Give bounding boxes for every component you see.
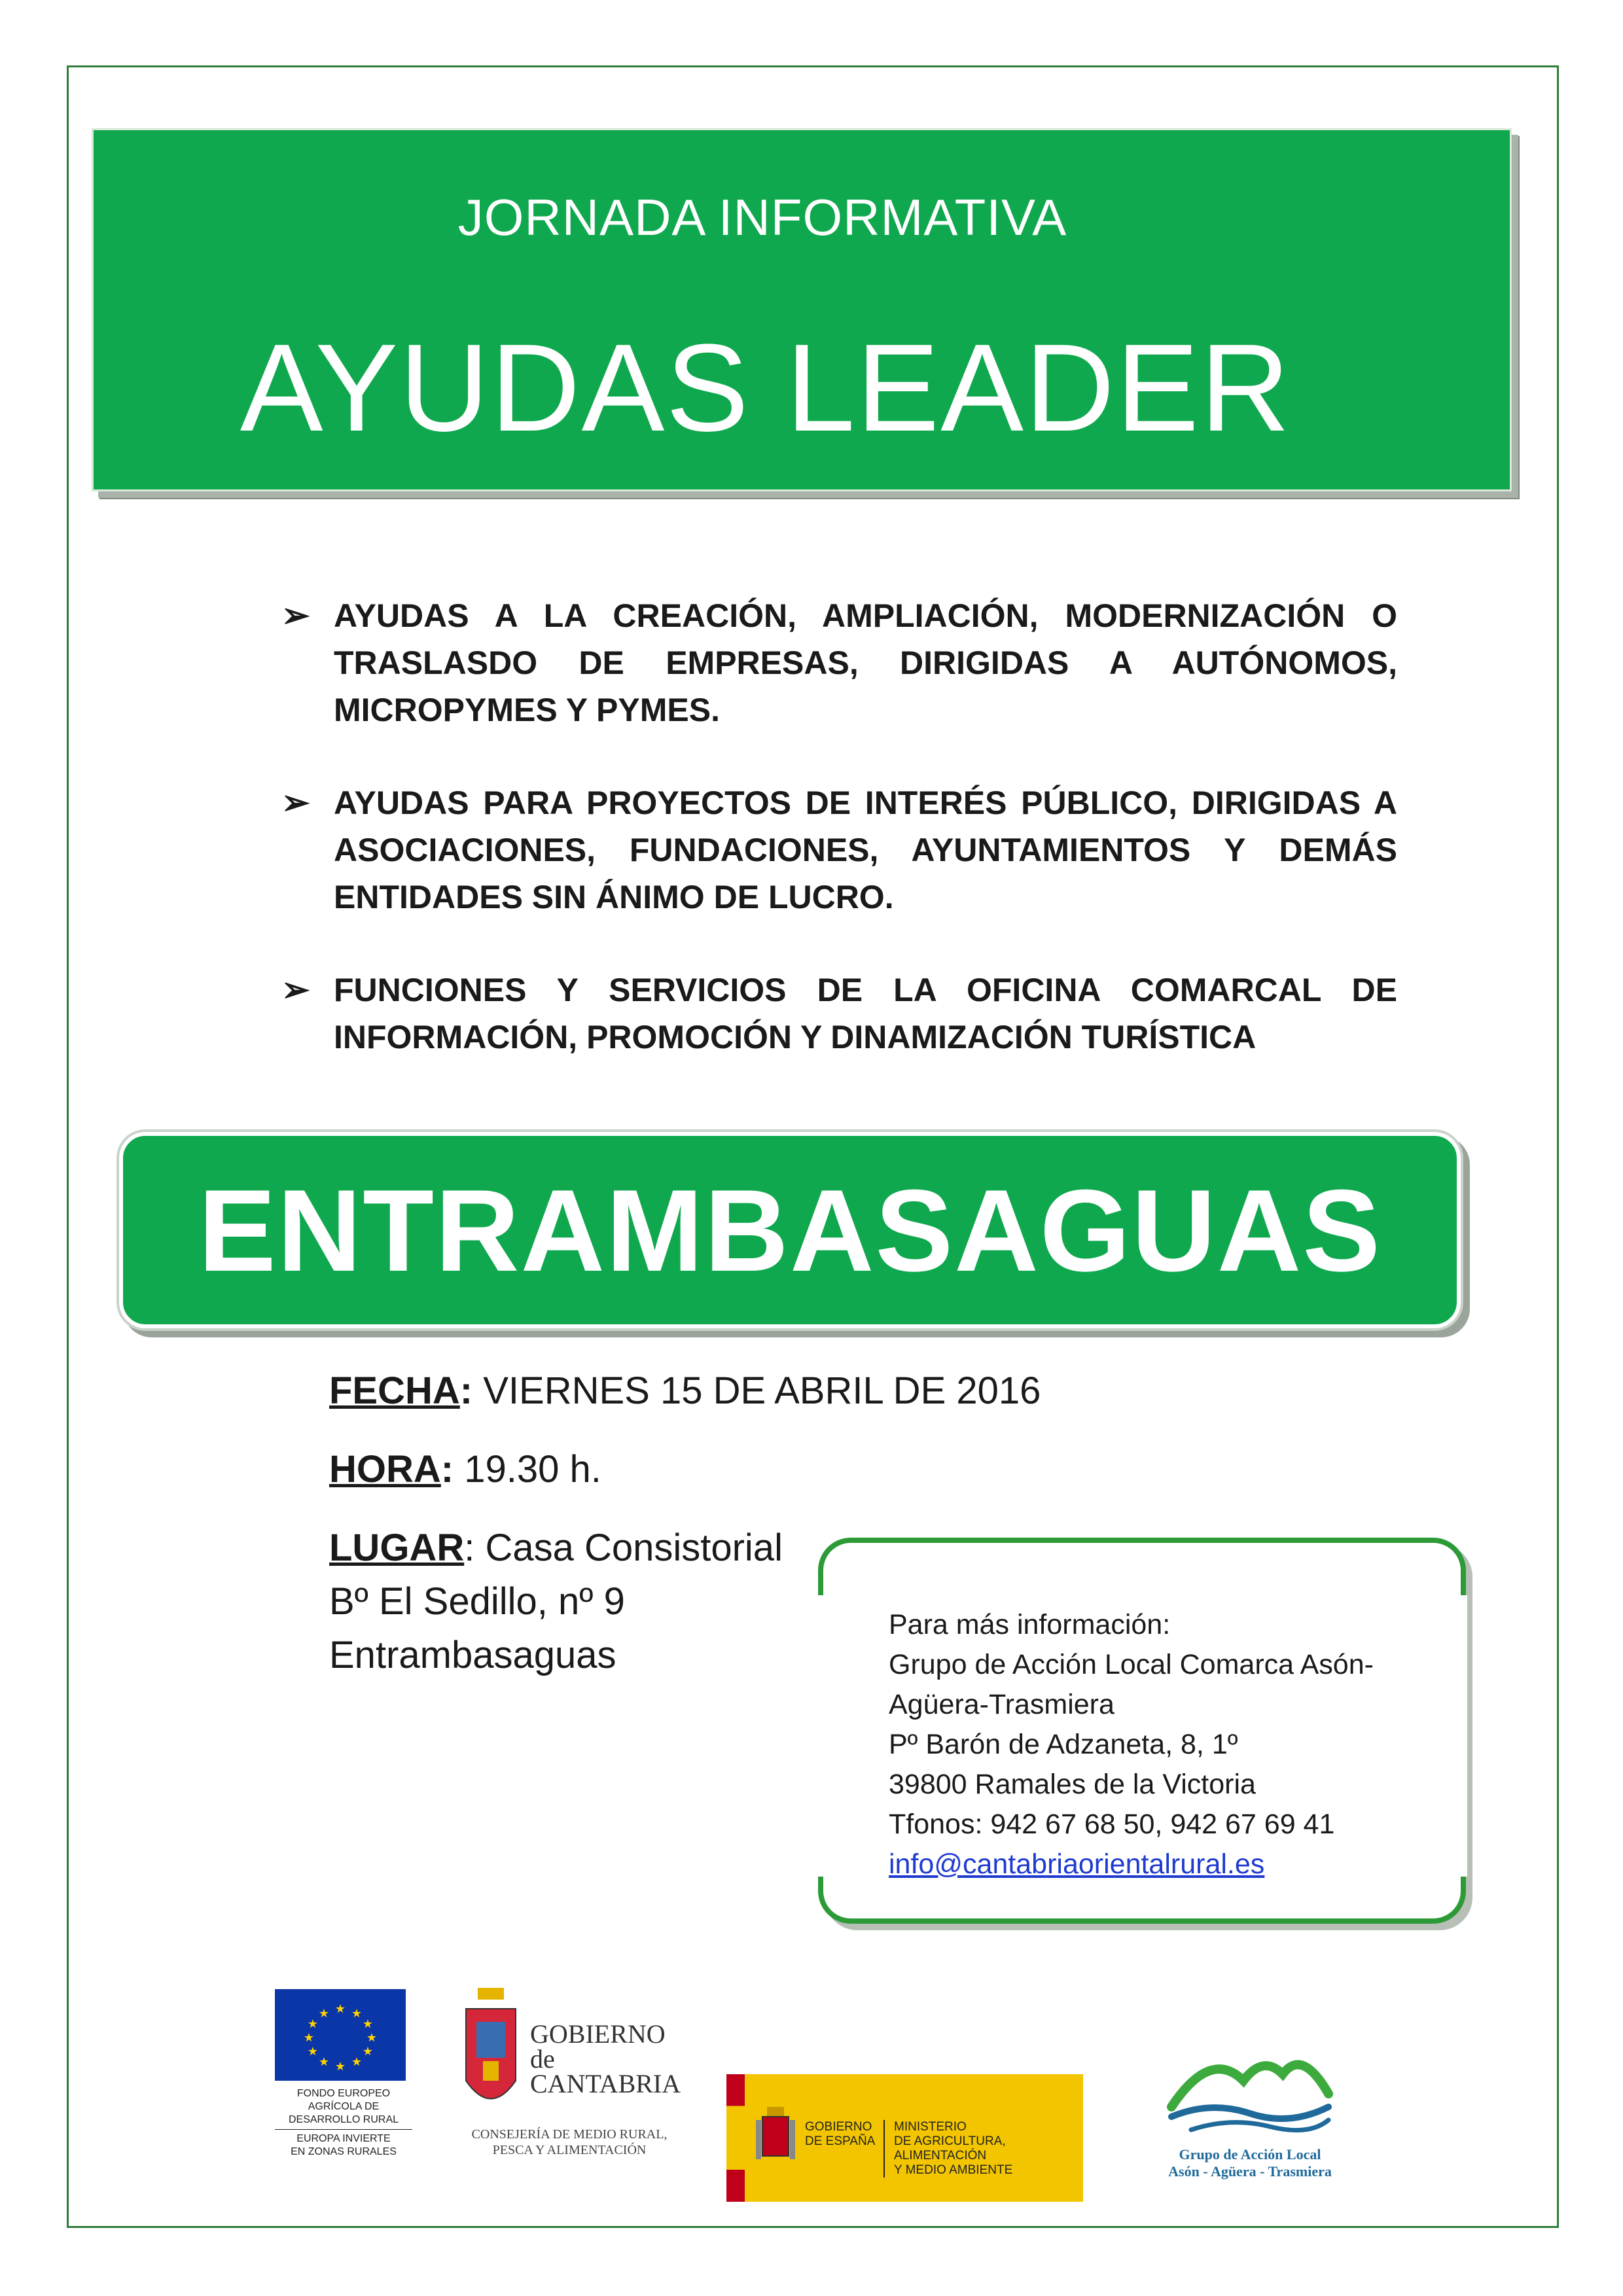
page-title: AYUDAS LEADER bbox=[240, 319, 1292, 457]
location-banner bbox=[119, 1132, 1461, 1328]
spain-ministry-logo bbox=[726, 2074, 1083, 2202]
cantabria-sub-line-1: CONSEJERÍA DE MEDIO RURAL, bbox=[471, 2127, 668, 2142]
spain-gov-line-2: DE ESPAÑA bbox=[805, 2134, 876, 2148]
contact-heading: Para más información: bbox=[889, 1609, 1171, 1640]
arrow-bullet-icon: ➢ bbox=[281, 784, 310, 822]
cantabria-line-1: GOBIERNO bbox=[530, 2019, 666, 2049]
svg-text:★: ★ bbox=[366, 2031, 378, 2045]
spain-flag-icon bbox=[726, 2074, 745, 2202]
date-value: VIERNES 15 DE ABRIL DE 2016 bbox=[483, 1369, 1041, 1412]
cantabria-coat-of-arms-icon bbox=[458, 1983, 524, 2120]
place-row: LUGAR: Casa Consistorial Bº El Sedillo, nº 9 Entrambasaguas bbox=[329, 1527, 783, 1676]
svg-text:★: ★ bbox=[362, 2045, 374, 2058]
place-line-2: Bº El Sedillo, nº 9 bbox=[329, 1580, 625, 1623]
header-banner bbox=[92, 128, 1512, 491]
spain-min-line-2: DE AGRICULTURA, ALIMENTACIÓN bbox=[894, 2134, 1006, 2163]
svg-text:★: ★ bbox=[334, 2002, 346, 2016]
svg-text:★: ★ bbox=[334, 2060, 346, 2074]
bullet-list bbox=[281, 592, 1397, 1106]
arrow-bullet-icon: ➢ bbox=[281, 597, 310, 635]
svg-text:★: ★ bbox=[351, 2007, 363, 2021]
svg-text:★: ★ bbox=[303, 2031, 315, 2045]
eu-flag-icon bbox=[275, 1989, 406, 2081]
time-row: HORA: 19.30 h. bbox=[329, 1448, 601, 1491]
contact-info bbox=[889, 1605, 1452, 1884]
svg-text:★: ★ bbox=[318, 2055, 330, 2069]
contact-org-line-1: Grupo de Acción Local Comarca Asón- bbox=[889, 1649, 1374, 1680]
eu-caption-line: EN ZONAS RURALES bbox=[291, 2146, 397, 2157]
cantabria-government-logo bbox=[458, 1983, 681, 2192]
eu-caption bbox=[275, 2087, 412, 2159]
cantabria-line-2: de bbox=[530, 2044, 555, 2074]
svg-text:★: ★ bbox=[307, 2017, 319, 2031]
svg-text:★: ★ bbox=[307, 2045, 319, 2058]
eu-caption-line: DESARROLLO RURAL bbox=[288, 2114, 399, 2125]
gal-line-1: Grupo de Acción Local bbox=[1179, 2146, 1321, 2163]
eu-caption-line: AGRÍCOLA DE bbox=[308, 2101, 380, 2112]
mountains-river-icon bbox=[1152, 2035, 1348, 2146]
date-label: FECHA bbox=[329, 1369, 460, 1412]
contact-email-link[interactable]: info@cantabriaorientalrural.es bbox=[889, 1848, 1265, 1880]
contact-address-1: Pº Barón de Adzaneta, 8, 1º bbox=[889, 1729, 1238, 1760]
contact-phones: Tfonos: 942 67 68 50, 942 67 69 41 bbox=[889, 1809, 1335, 1840]
contact-info-box bbox=[818, 1538, 1466, 1924]
list-item-text: AYUDAS A LA CREACIÓN, AMPLIACIÓN, MODERNIZACIÓN O TRASLASDO DE EMPRESAS, DIRIGIDAS A AUTÓNOMOS, MICROPYMES Y PYMES. bbox=[334, 597, 1397, 728]
header-kicker: JORNADA INFORMATIVA bbox=[457, 188, 1067, 246]
svg-text:★: ★ bbox=[351, 2055, 363, 2069]
spain-gov-line-1: GOBIERNO bbox=[805, 2120, 872, 2134]
gal-line-2: Asón - Agüera - Trasmiera bbox=[1168, 2163, 1332, 2180]
location-title: ENTRAMBASAGUAS bbox=[198, 1165, 1382, 1296]
place-line-3: Entrambasaguas bbox=[329, 1634, 616, 1676]
spain-coat-of-arms-icon bbox=[753, 2104, 798, 2176]
eu-caption-line: EUROPA INVIERTE bbox=[275, 2129, 412, 2146]
list-item-text: FUNCIONES Y SERVICIOS DE LA OFICINA COMARCAL DE INFORMACIÓN, PROMOCIÓN Y DINAMIZACIÓN TURÍSTICA bbox=[334, 972, 1397, 1055]
date-row: FECHA: VIERNES 15 DE ABRIL DE 2016 bbox=[329, 1369, 1041, 1412]
eu-feader-logo bbox=[275, 1989, 412, 2159]
place-line-1: Casa Consistorial bbox=[485, 1527, 783, 1569]
spain-min-line-3: Y MEDIO AMBIENTE bbox=[894, 2163, 1013, 2177]
contact-address-2: 39800 Ramales de la Victoria bbox=[889, 1769, 1256, 1800]
time-value: 19.30 h. bbox=[464, 1448, 601, 1491]
contact-org-line-2: Agüera-Trasmiera bbox=[889, 1689, 1115, 1720]
cantabria-line-3: CANTABRIA bbox=[530, 2069, 681, 2098]
place-label: LUGAR bbox=[329, 1527, 465, 1569]
time-label: HORA bbox=[329, 1448, 441, 1491]
list-item bbox=[281, 779, 1397, 921]
svg-text:★: ★ bbox=[362, 2017, 374, 2031]
list-item bbox=[281, 966, 1397, 1061]
gal-logo bbox=[1152, 2035, 1348, 2185]
arrow-bullet-icon: ➢ bbox=[281, 971, 310, 1009]
svg-text:★: ★ bbox=[318, 2007, 330, 2021]
cantabria-sub-line-2: PESCA Y ALIMENTACIÓN bbox=[492, 2143, 647, 2157]
eu-caption-line: FONDO EUROPEO bbox=[296, 2088, 391, 2099]
list-item-text: AYUDAS PARA PROYECTOS DE INTERÉS PÚBLICO, DIRIGIDAS A ASOCIACIONES, FUNDACIONES, AYUNTAMIENTOS Y DEMÁS ENTIDADES SIN ÁNIMO DE LUCRO. bbox=[334, 785, 1397, 915]
spain-min-line-1: MINISTERIO bbox=[894, 2120, 967, 2134]
list-item bbox=[281, 592, 1397, 733]
